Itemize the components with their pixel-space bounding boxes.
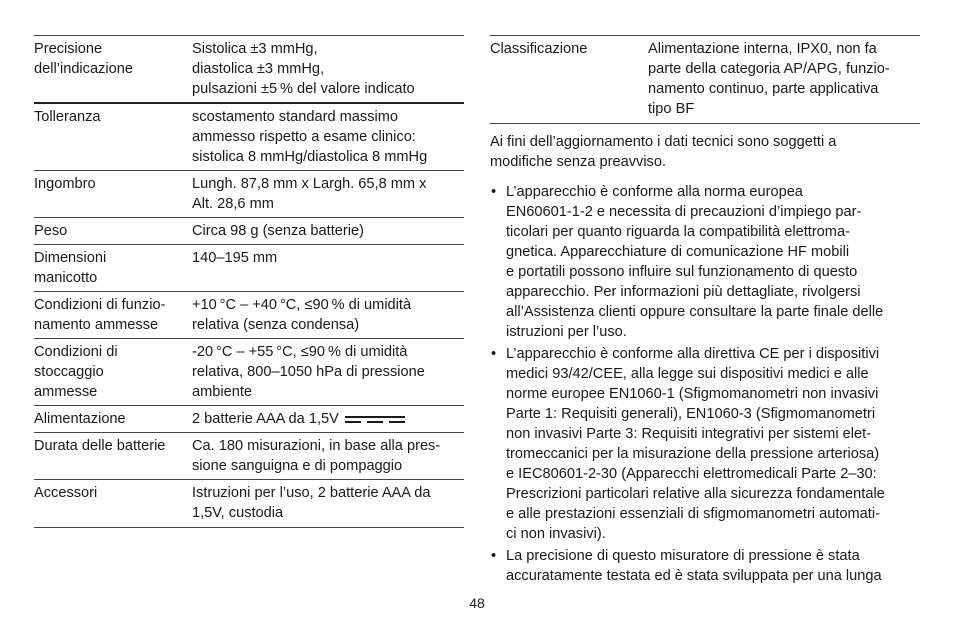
spec-key — [34, 218, 192, 245]
spec-value — [192, 103, 464, 171]
spec-row-accessories — [34, 480, 464, 528]
spec-value-text: scostamento standard massimo ammesso rispetto a esame clinico: sistolica 8 mmHg/diastolica 8 mmHg — [192, 109, 428, 165]
spec-value-text: Istruzioni per l’uso, 2 batterie AAA da 1,5V, custodia — [192, 485, 431, 521]
spec-key — [34, 171, 192, 218]
page-number: 48 — [469, 595, 485, 611]
spec-value-text: Lungh. 87,8 mm x Largh. 65,8 mm x Alt. 28,6 mm — [192, 176, 427, 212]
spec-value — [192, 433, 464, 480]
spec-key — [34, 245, 192, 292]
spec-key-text: Alimentazione — [34, 411, 126, 427]
spec-row-power-supply — [34, 406, 464, 433]
list-item-text: L’apparecchio è conforme alla direttiva CE per i dispositivi medici 93/42/CEE, alla legge sui dispositivi medici e alle norme europee EN1060-1 (Sfigmomanometri non invasivi Parte 1: Requisiti generali), EN1060-3 (Sfigmomanometri non invasivi Parte 3: Requisiti integrativi per sistemi elet- tromeccanici per la misurazione della pressione arteriosa) e IEC80601-2-30 (Apparecchi elettromedicali Parte 2–30: Prescrizioni particolari relative alla sicurezza fondamentale e alle prestazioni essenziali di sfigmomanometri automati- ci non invasivi). — [506, 346, 885, 542]
spec-value-text: Alimentazione interna, IPX0, non fa parte della categoria AP/APG, funzio- namento continuo, parte applicativa tipo BF — [648, 41, 890, 117]
spec-key — [34, 36, 192, 104]
spec-key — [34, 406, 192, 433]
spec-row-weight — [34, 218, 464, 245]
spec-value-text: 140–195 mm — [192, 250, 278, 266]
spec-key — [34, 480, 192, 528]
spec-key — [34, 433, 192, 480]
bullet-icon: • — [491, 184, 497, 200]
spec-key-text: Peso — [34, 223, 68, 239]
spec-row-cuff-size — [34, 245, 464, 292]
spec-value — [192, 480, 464, 528]
bullet-icon: • — [491, 548, 497, 564]
spec-row-tolerance — [34, 103, 464, 171]
spec-key — [34, 292, 192, 339]
spec-key-text: Tolleranza — [34, 109, 101, 125]
spec-key-text: Precisione dell’indicazione — [34, 41, 133, 77]
spec-key — [34, 339, 192, 406]
list-item-text: L’apparecchio è conforme alla norma europea EN60601-1-2 e necessita di precauzioni d’impiego par- ticolari per quanto riguarda la compatibilità elettroma- gnetica. Apparecchiature di comunicazione HF mobili e portatili possono influire sul funzionamento di questo apparecchio. Per informazioni più dettagliate, rivolgersi all’Assistenza clienti oppure consultare la parte finale delle istruzioni per l’uso. — [506, 184, 884, 340]
spec-row-storage-conditions — [34, 339, 464, 406]
spec-value-text: Circa 98 g (senza batterie) — [192, 223, 364, 239]
spec-value — [648, 36, 920, 124]
direct-current-icon — [345, 413, 405, 425]
spec-row-dimensions — [34, 171, 464, 218]
spec-value-text: -20 °C – +55 °C, ≤90 % di umidità relativa, 800–1050 hPa di pressione ambiente — [192, 344, 425, 400]
spec-key-text: Classificazione — [490, 41, 588, 57]
spec-value — [192, 36, 464, 104]
spec-value-text: 2 batterie AAA da 1,5V — [192, 411, 339, 427]
spec-value — [192, 292, 464, 339]
update-notice: Ai fini dell’aggiornamento i dati tecnici sono soggetti a modifiche senza preavviso. — [490, 134, 837, 170]
spec-key-text: Condizioni di stoccaggio ammesse — [34, 344, 118, 400]
spec-value-text: +10 °C – +40 °C, ≤90 % di umidità relativa (senza condensa) — [192, 297, 412, 333]
spec-key-text: Accessori — [34, 485, 98, 501]
spec-key-text: Ingombro — [34, 176, 96, 192]
spec-row-classification — [490, 36, 920, 124]
spec-key-text: Dimensioni manicotto — [34, 250, 107, 286]
list-item — [490, 182, 922, 342]
spec-key-text: Condizioni di funzio- namento ammesse — [34, 297, 166, 333]
spec-value — [192, 406, 464, 433]
list-item — [490, 344, 922, 544]
spec-row-precision — [34, 36, 464, 104]
spec-value — [192, 218, 464, 245]
compliance-list — [490, 182, 922, 588]
spec-key — [34, 103, 192, 171]
spec-row-operating-conditions — [34, 292, 464, 339]
list-item — [490, 546, 922, 586]
spec-row-battery-life — [34, 433, 464, 480]
spec-value — [192, 245, 464, 292]
spec-key — [490, 36, 648, 124]
specifications-table-left — [34, 35, 464, 528]
spec-value-text: Sistolica ±3 mmHg, diastolica ±3 mmHg, pulsazioni ±5 % del valore indicato — [192, 41, 415, 97]
spec-value — [192, 171, 464, 218]
specifications-table-right — [490, 35, 920, 124]
spec-value-text: Ca. 180 misurazioni, in base alla pres- sione sanguigna e di pompaggio — [192, 438, 441, 474]
list-item-text: La precisione di questo misuratore di pressione è stata accuratamente testata ed è stata sviluppata per una lunga — [506, 548, 882, 584]
bullet-icon: • — [491, 346, 497, 362]
spec-key-text: Durata delle batterie — [34, 438, 166, 454]
spec-value — [192, 339, 464, 406]
